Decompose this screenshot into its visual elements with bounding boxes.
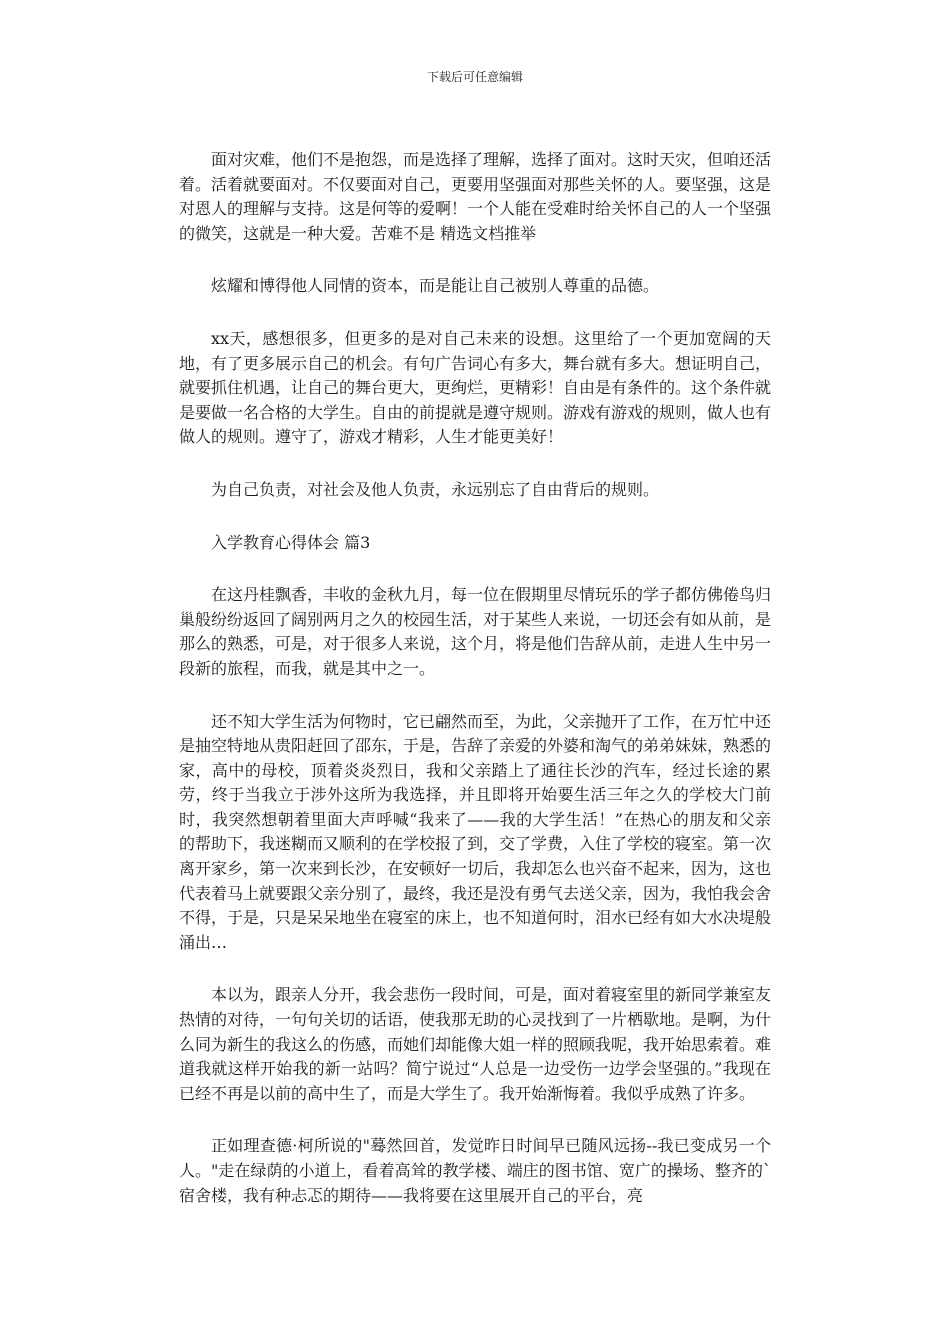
section-heading: 入学教育心得体会 篇3 [211,532,371,552]
paragraph-1: 面对灾难，他们不是抱怨，而是选择了理解，选择了面对。这时天灾，但咱还活着。活着就要面对。不仅要面对自己，更要用坚强面对那些关怀的人。要坚强，这是对恩人的理解与支持。这是何等的爱啊！一个人能在受难时给关怀自己的人一个坚强的微笑，这就是一种大爱。苦难不是 精选文档推举 [179,150,772,243]
paragraph-3: xx天，感想很多，但更多的是对自己未来的设想。这里给了一个更加宽阔的天地，有了更多展示自己的机会。有句广告词心有多大，舞台就有多大。想证明自己，就要抓住机遇，让自己的舞台更大，更绚烂，更精彩！自由是有条件的。这个条件就是要做一名合格的大学生。自由的前提就是遵守规则。游戏有游戏的规则，做人也有做人的规则。遵守了，游戏才精彩，人生才能更美好！ [179,328,772,447]
page-header-note: 下载后可任意编辑 [426,70,523,84]
paragraph-5: 在这丹桂飘香，丰收的金秋九月，每一位在假期里尽情玩乐的学子都仿佛倦鸟归巢般纷纷返回了阔别两月之久的校园生活，对于某些人来说，一切还会有如从前，是那么的熟悉，可是，对于很多人来说，这个月，将是他们告辞从前，走进人生中另一段新的旅程，而我，就是其中之一。 [179,585,772,678]
document-body [179,148,771,1208]
paragraph-4: 为自己负责，对社会及他人负责，永远别忘了自由背后的规则。 [211,479,660,499]
paragraph-8: 正如理查德·柯所说的"蓦然回首，发觉昨日时间早已随风远扬--我已变成另一个人。"走在绿荫的小道上，看着高耸的教学楼、端庄的图书馆、宽广的操场、整齐的`宿舍楼，我有种忐忑的期待——我将要在这里展开自己的平台，亮 [179,1136,771,1205]
paragraph-7: 本以为，跟亲人分开，我会悲伤一段时间，可是，面对着寝室里的新同学兼室友热情的对待，一句句关切的话语，使我那无助的心灵找到了一片栖歇地。是啊，为什么同为新生的我这么的伤感，而她们却能像大姐一样的照顾我呢，我开始思索着。难道我就这样开始我的新一站吗？简宁说过“人总是一边受伤一边学会坚强的。”我现在已经不再是以前的高中生了，而是大学生了。我开始渐悔着。我似乎成熟了许多。 [179,985,772,1103]
paragraph-6: 还不知大学生活为何物时，它已翩然而至，为此，父亲抛开了工作，在万忙中还是抽空特地从贵阳赶回了邵东，于是，告辞了亲爱的外婆和淘气的弟弟妹妹，熟悉的家，高中的母校，顶着炎炎烈日，我和父亲踏上了通往长沙的汽车，经过长途的累劳，终于当我立于涉外这所为我选择，并且即将开始要生活三年之久的学校大门前时，我突然想朝着里面大声呼喊“我来了——我的大学生活！”在热心的朋友和父亲的帮助下，我迷糊而又顺利的在学校报了到，交了学费，入住了学校的寝室。第一次离开家乡，第一次来到长沙，在安顿好一切后，我却怎么也兴奋不起来，因为，这也代表着马上就要跟父亲分别了，最终，我还是没有勇气去送父亲，因为，我怕我会舍不得，于是，只是呆呆地坐在寝室的床上，也不知道何时，泪水已经有如大水决堤般涌出… [179,711,772,952]
paragraph-2: 炫耀和博得他人同情的资本，而是能让自己被别人尊重的品德。 [211,276,660,296]
